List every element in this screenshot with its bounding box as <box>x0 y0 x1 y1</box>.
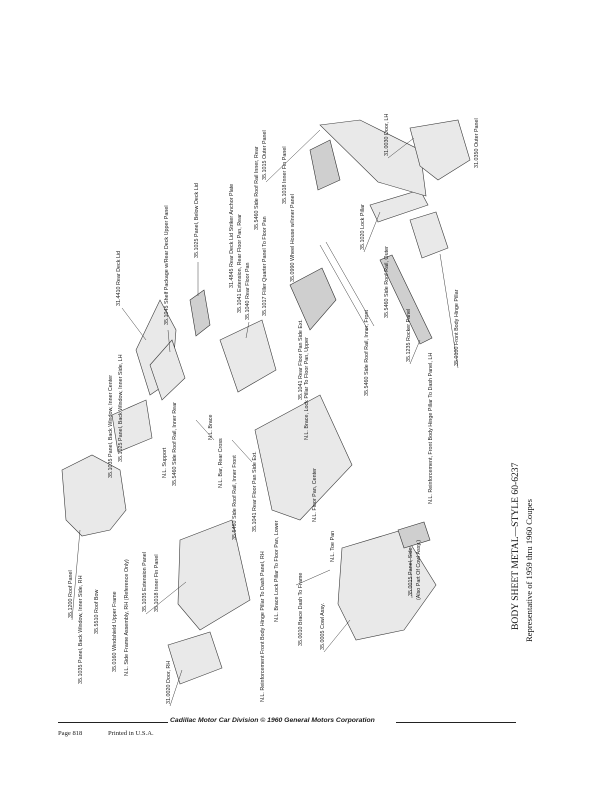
footer-rule-left <box>58 722 168 723</box>
label-reinf-hinge-pillar-lh: N.L. Reinforcement, Front Body Hinge Pillar To Dash Panel, LH <box>428 352 434 504</box>
label-back-window-inner-lh: 35.1025 Panel, Back Window, Inner Side, LH <box>118 354 124 462</box>
page-number: Page 818 <box>58 730 83 737</box>
label-panel-side-note: (Also Part Of Cowl Assy.) <box>416 539 422 600</box>
front-hinge-pillar-part <box>410 212 448 258</box>
door-rh-part <box>168 632 222 684</box>
label-reinf-hinge-pillar-rh: N.L. Reinforcement Front Body Hinge Pillar To Dash Panel, RH <box>260 551 266 702</box>
label-rear-deck-lid: 31.4410 Rear Deck Lid <box>116 250 122 306</box>
label-outer-panel-0350: 31.0350 Outer Panel <box>474 118 480 168</box>
label-back-window-inner-center: 35.1035 Panel, Back Window, Inner Center <box>108 374 114 478</box>
wheel-house-part <box>290 268 336 330</box>
footer-rule-right <box>396 722 516 723</box>
label-side-roof-rail-inner-front: 35.5460 Side Roof Rail, Inner, Front <box>364 309 370 396</box>
label-striker-anchor-plate: 31.4845 Rear Deck Lid Striker Anchor Plate <box>229 183 235 288</box>
label-side-roof-rail-inner-front-2: 35.5460 Side Roof Rail, Inner Front <box>232 455 238 540</box>
label-support: N.L. Support <box>162 447 168 478</box>
label-side-roof-rail-outer: 35.5460 Side Roof Rail, Outer <box>384 246 390 318</box>
footer-credit: Cadillac Motor Car Division © 1960 General Motors Corporation <box>170 717 375 724</box>
label-inner-fin-panel-1018: 35.1018 Inner Fin Panel <box>282 146 288 204</box>
label-filler-quarter-panel: 35.1017 Filler Quarter Panel To Floor Pan <box>262 216 268 316</box>
label-inner-fin-panel-1018b: 35.1018 Inner Fin Panel <box>154 554 160 612</box>
label-brace: N.L. Brace <box>208 414 214 440</box>
label-back-window-inner-rh: 35.1035 Panel, Back Window, Inner Side, RH <box>78 575 84 684</box>
label-ext-rear-floor-pan-rear: 35.1041 Extension, Rear Floor Pan, Rear <box>237 214 243 313</box>
label-rocker-panel: 35.1235 Rocker Panel <box>406 308 412 362</box>
diagram-subtitle: Representative of 1959 thru 1960 Coupes <box>524 499 534 642</box>
label-panel-below-deck-lid: 35.1025 Panel, Below Deck Lid <box>194 183 200 258</box>
label-door-rh: 31.0020 Door, RH <box>166 660 172 704</box>
label-brace-lock-pillar-upper: N.L. Brace, Lock Pillar To Floor Pan, Upper <box>304 337 310 440</box>
roof-panel-part <box>62 455 126 536</box>
label-side-roof-rail-inner-rear-2: 35.5460 Side Roof Rail, Inner Rear <box>172 402 178 486</box>
label-side-frame-assembly: N.L. Side Frame Assembly, RH (Reference Only) <box>124 559 130 676</box>
printed-note: Printed in U.S.A. <box>108 730 154 737</box>
label-brace-lock-pillar-lower: N.L. Brace Lock Pillar To Floor Pan, Lower <box>274 520 280 622</box>
label-rear-floor-pan-side-ext-upper: 35.1041 Rear Floor Pan Side Ext. <box>298 319 304 400</box>
label-wheel-house: 35.0990 Wheel House w/Inner Panel <box>290 194 296 282</box>
diagram-title: BODY SHEET METAL—STYLE 60-6237 <box>510 462 521 630</box>
inner-fin-panel-part <box>310 140 340 190</box>
label-outer-panel-1015: 35.1015 Outer Panel <box>262 130 268 180</box>
label-shelf-package: 35.1045 Shelf Package w/Rear Deck Upper Panel <box>164 205 170 325</box>
rear-floor-pan-part <box>220 320 276 392</box>
label-extension-panel: 35.1035 Extension Panel <box>142 552 148 612</box>
label-door-lh: 31.0030 Door, LH <box>384 113 390 156</box>
panel-below-deck-lid-part <box>190 290 210 336</box>
title-block <box>510 462 534 642</box>
label-cowl-assy: 35.0005 Cowl Assy. <box>320 603 326 650</box>
label-front-body-hinge-pillar: 35.0100 Front Body Hinge Pillar <box>454 289 460 366</box>
outer-panel-part <box>320 120 426 196</box>
label-roof-panel: 35.1200 Roof Panel <box>68 570 74 618</box>
label-floor-pan-center: N.L. Floor Pan, Center <box>312 468 318 522</box>
label-lock-pillar: 35.1020 Lock Pillar <box>360 204 366 250</box>
side-frame-assembly-part <box>178 520 250 630</box>
label-toe-pan: N.L. Toe Pan <box>330 530 336 562</box>
label-brace-dash-to-frame: 35.0010 Brace Dash To Frame <box>298 572 304 646</box>
label-rear-floor-pan-side-ext: 35.1041 Rear Floor Pan Side Ext. <box>252 451 258 532</box>
label-windshield-upper-frame: 35.0160 Windshield Upper Frame <box>112 591 118 672</box>
label-bar-rear-cross: N.L. Bar, Rear Cross <box>218 438 224 488</box>
label-side-roof-rail-inner-rear: 35.5460 Side Roof Rail Inner, Rear <box>254 146 260 230</box>
label-rear-floor-pan: 35.1040 Rear Floor Pan <box>245 262 251 320</box>
label-roof-bow: 35.5510 Roof Bow <box>94 589 100 634</box>
label-panel-side: 35.0015 Panel, Side <box>408 547 414 596</box>
panel-side-part <box>398 522 430 548</box>
